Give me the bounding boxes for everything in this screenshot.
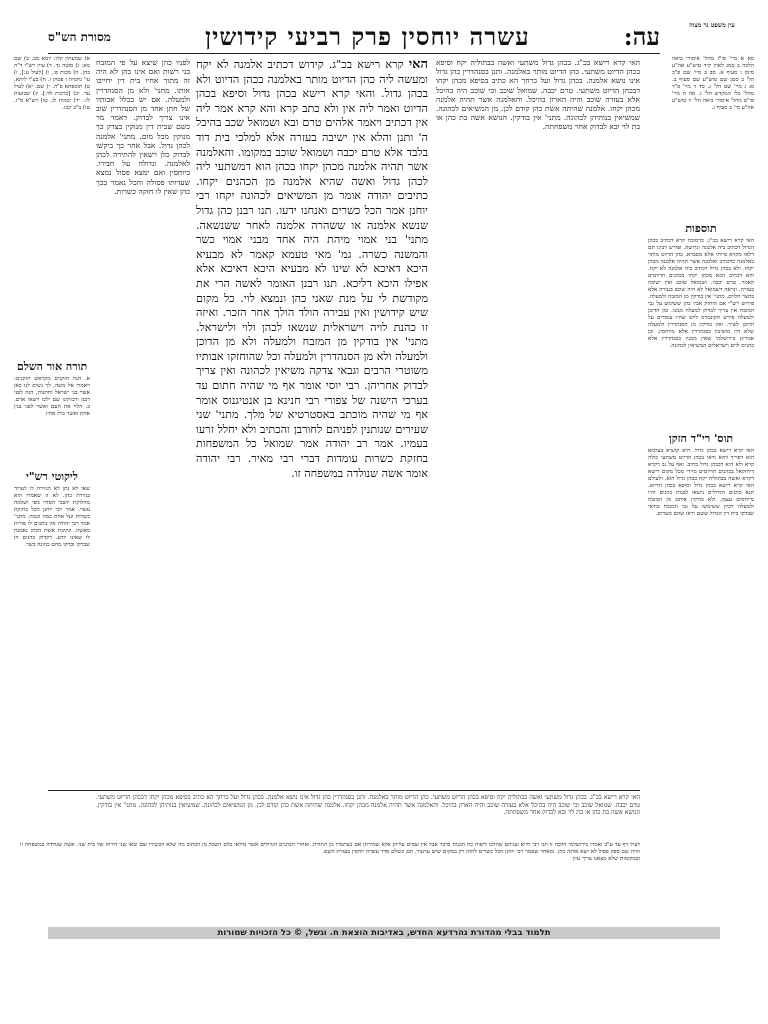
tosafos-rid-text: האי קרא רישא בכהן גדול. היא קושיא בעלמא הוא דפריך דהא ודאי בכהן הדיוט משתעי כולה קרא ולא היא דבכהן גדול כתיב. ואף על גב דקרא דיחזקאל בכהנים הדיוטים מיירי מכל מקום רישא דקרא ואשה בבתוליה יקח בכהן גדול הוא. ולעולם האי קרא רישא בכהן גדול וסיפא בכהן הדיוט. תנא כהנים הגדולים נישאו לבנות כהנים והיו מייחסים עצמן. ולא בודקין אותם מן המזבח ולמעלה דכיון ששימשו על גבי המזבח בודאי שבדקו בית דין הגדול ששם וראו שהם כשרים. <box>648 448 754 517</box>
folio-number: עה: <box>623 22 660 51</box>
torah-or-title: תורה אור השלם <box>16 360 88 373</box>
gemara-opening-word: האי <box>408 58 428 72</box>
bottom-rashi-text: האי קרא רישא בכ"ג. בכהן גדול משתעי ואשה בבתוליה יקח וסיפא בכהן הדיוט משתעי. כהן הדיוט מותר באלמנה. ותנן בסנהדרין כהן גדול אינו נושא אלמנה. בכהן גדול ועל כרחך הא כתיב בסיפא מכהן יקחו דבכהן הדיוט משתעי. טרם יכבה. שמואל שוכב וכי שוכב היה בהיכל אלא בעזרה שוכב והיה הארון בהיכל. והאלמנה אשר תהיה אלמנה מכהן יקחו. אלמנה שהיתה אשת כהן קודם לכן. מן המשיאים לכהונה. שמשיאין בנותיהן לכהונה. מתני' אין בודקין. הנושא אשה בת כהן או בת לוי ובא לבדוק אחר משפחתה. <box>96 794 640 817</box>
ein-mishpat-text: סא א מיי' פי"ז מהל' איסורי ביאה הלכה ב סמג לאוין קיד טוש"ע אה"ע סימן ו סעיף א. סב ב מיי' שם פ"כ הל' ב סמג שם טוש"ע שם סעיף ב. סג ג מיי' שם הל' ג. סד ד מיי' פ"ד מהל' כלי המקדש הל' ג. סה ה מיי' פי"ט מהל' איסורי ביאה הל' יז טוש"ע אה"ע סי' ב סעיף ג. <box>672 56 754 111</box>
ein-mishpat-label: עין משפט נר מצוה <box>689 22 735 29</box>
torah-or-column <box>14 376 90 456</box>
torah-or-title-wrap <box>14 360 90 374</box>
left-commentary-text: לפניו כהן שיצא על פי המזבח בני רשות ואם אינו כהן לא היה זה מתוך אחיו בית דין יחייבו אותו. מתני' ולא מן הסנהדרין ולמעלה. אם יש בכלל אבותיו של חתן אחד מן הסנהדרין שוב אינו צריך לבדוק. דאמר מר כשם שבית דין מנוקין בצדק כך מנוקין מכל מום. מתני' אלמנה לכהן גדול. אבל אחר כך ביקשו לבדוק כלן רשאין להתירה לכהן לאלמנה. וגדולה על חבירו. ביוחסין ואם ימצא פסול נמצא שעדותו פסולה והכל נאמר בכך כהן שאין לו חזקה כשרות. <box>96 58 190 196</box>
mesores-column <box>14 56 90 356</box>
bottom-notes-text: לעיל דף עד ע"ב ואמרו בירושלמי הלכה זו תני רבי חייא שניהם שהלכו ליפות כח הבנות בדבר אבל אין שמים עליהן אלא שמירתן אם נשתמרו מן התורה. ואחרי הכהנים הגדולים אשר מילאו כלם השכל מן הכתוב מה שלא הכשירו שם ובאו שני דורות של בית שני. אשה שנולדה במשפחה זו והיה שם ספק פסול לא ישא אותה כהן. ומאחר שאמר רבי יוחנן הכל כשרים לחתן רק במקום שיש ערעור. תם ונשלם סדר עשרה יוחסין בעזרת השם. <box>20 842 640 855</box>
likutei-rashi-title-wrap <box>14 470 90 484</box>
page-header <box>48 22 660 52</box>
bottom-rashi-band <box>96 794 640 838</box>
mesores-label: מסורת הש"ס <box>48 29 111 44</box>
likutei-rashi-title: ליקוטי רש"י <box>26 470 78 483</box>
tosafos-rid-column <box>648 448 754 918</box>
tosafos-column <box>648 238 754 428</box>
tosafos-text: האי קרא רישא בכ"ג. כדמוכח קרא דכתיב בכהן הגדול דכתיב ביה אלמנה וגרושה. ופירש רבינו תם דלאו מקרא מייתי אלא מסברא. כהן הדיוט מותר באלמנה כדכתיב ואלמנה אשר תהיה אלמנה מכהן יקחו. ולא בכהן גדול דכתיב ביה אלמנה לא יקח. והא דכתיב הכא מכהן יקחו בכהנים הדיוטים קאמר. טרם יכבה. ושמואל שוכב ואין ישיבה בעזרה. ונראה דשמואל לא היה שוכב בעזרה אלא בחצר הלוים. מתני' אין בודקין מן המזבח ולמעלה. פירוש רש"י אם הוחזק אביו כהן ששימש על גבי המזבח אין צריך לבדוק למעלה ממנו. ומן הדוכן ולמעלה פירש הקונטרס לוים שהיו עומדים על הדוכן לשיר. ואין בודקין מן הסנהדרין ולמעלה שלא היו מושיבין בסנהדרין אלא מיוחסין. וכן אמרינן בירושלמי שאין ממנין בסנהדרין אלא כהנים לוים וישראלים המשיאין לכהונה. <box>648 238 754 349</box>
ein-mishpat-column <box>672 56 754 216</box>
gemara-text: קרא רישא בכ"ג. קידוש דכתיב אלמנה לא יקח ומעשה ליה כהן הדיוט מותר באלמנה בכהן הדיוט ולא בכהן גדול. והאי קרא רישא בכהן גדול וסיפא בכהן הדיוט ואמר ליה אין ולא כתב קרא והא קרא אמר ליה אין דכתיב ויאמר אלהים טרם ובא ושמואל שכב בהיכל ה' ותנן והלא אין ישיבה בעזרה אלא למלכי בית דוד בלבד אלא טרם יכבה ושמואל שוכב במקומו. והאלמנה אשר תהיה אלמנה מכהן יקחו בכהן הוא דמשתעי ליה לכהן גדול ואשה שהיא אלמנה מן הכהנים יקחו. כתיבים יהודה אומר מן המשיאים לכהונה יקחו רבי יוחנן אמר הכל כשרים ואנחנו ידעו. תנו רבנן כהן גדול שנשא אלמנה או ששהרה אלמנה לאחר ששנשאה. מתני' בני אמוי מיהת היה אחד מבני אמוי כשר והמשנה כשרה. גמ' מאי טעמא קאמר לא מבעיא היכא דאיכא לא שינו לא מבעיא היכא דאיכא אלא אפילו היכא דליכא. תנו רבנן האומר לאשה הרי את מקודשת לי על מנת שאני כהן ונמצא לוי. כל מקום שיש קידושין ואין עבירה הולד הולך אחר הזכר. ואיזה זו כהנת לויה וישראלית שנשאו לכהן ולוי ולישראל. מתני' אין בודקין מן המזבח ולמעלה ולא מן הדוכן ולמעלה ולא מן הסנהדרין ולמעלה וכל שהוחזקו אבותיו משוטרי הרבים וגבאי צדקה משיאין לכהונה ואין צריך לבדוק אחריהן. רבי יוסי אומר אף מי שהיה חתום עד בערכי הישנה של צפורי רבי חנינא בן אנטיגנוס אומר אף מי שהיה מוכתב באסטרטיא של מלך. מתני' שני שעירים שנותנין לפניהם לחורבן והכתיב ולא יחלל זרעו בעמיו. אמר רב יהודה אמר שמואל כל המשפחות בחזקת כשרות עומדות דברי רבי מאיר. רבי יהודה אומר אשה שנולדה במשפחה זו. <box>196 58 428 480</box>
header-rule <box>48 53 660 54</box>
rashi-column <box>436 58 640 788</box>
torah-or-text: א. הנה הזקנים מקראש הזקנים: ויאמרו אל משה, לך נשים לנו כאן אשר בני ישראל וחתנות, הנה לפני רבנן ורבותינו שם ילכו וישאו אדם. ב. הלוי את העם ואשר לפני בנין אחת ואשר בית אחיו. <box>14 376 90 417</box>
likutei-rashi-column <box>14 486 90 786</box>
mesores-text: א) שמעתין קלו: יומא מב. ב) שם מא: ג) סוטה נד. ד) עיין רש"י ד"ה כהן. ה) מכות פ:, ו) [לעיל ע:], ז) עי' נחמיה ז פסוק ז. ח) בע"י ליתא. ט) תוספתא פ"ה. י) שם. יא) לעיל עד. יב) [ברכות לד:]. יג) שבועות לז:. יד) יבמות לג. טו) רש"א מ"ז. טז) ב"ב קכז. <box>14 56 90 111</box>
bottom-notes-credit: ובמקומות שלא מצאנו צריך עיון <box>572 856 640 862</box>
tosafos-title-wrap <box>648 222 754 236</box>
bottom-notes <box>20 842 640 918</box>
rashi-text: האי קרא רישא בכ"ג. בכהן גדול משתעי ואשה בבתוליה יקח וסיפא בכהן הדיוט משתעי. כהן הדיוט מותר באלמנה. ותנן בסנהדרין כהן גדול אינו נושא אלמנה. בכהן גדול ועל כרחך הא כתיב בסיפא מכהן יקחו דבכהן הדיוט משתעי. טרם יכבה. שמואל שוכב וכי שוכב היה בהיכל אלא בעזרה שוכב והיה הארון בהיכל. והאלמנה אשר תהיה אלמנה מכהן יקחו. אלמנה שהיתה אשת כהן קודם לכן. מן המשיאים לכהונה. שמשיאין בנותיהן לכהונה. מתני' אין בודקין. הנושא אשה בת כהן או בת לוי ובא לבדוק אחר משפחתה. <box>436 58 640 132</box>
tosafos-rid-title: תוס' רי"ד הזקן <box>668 432 734 445</box>
tosafos-title: תוספות <box>685 222 717 235</box>
tosafos-rid-title-wrap <box>648 432 754 446</box>
publisher-footer: תלמוד בבלי מהדורת נהרדעא החדש, באדיבות הוצאת ח. וגשל, © כל הזכויות שמורות <box>48 927 720 939</box>
likutei-rashi-text: שאו לא נתן לא הגזירה לו לערוך בגזירת כהן. לא זו שאמרו הוא מחלוקת יושבי הסדר מפי ושלמה עשוי. אמר רבי יוחנן הכל בחזקת כשרות ועל אחת כמה וכמה. מתני' אמר רבי יהודה אין נותנים לו פורות מאשה. ונקיבת אשת הכהן נאמנת לו שאינו יודע. דקדוק כהנים הן שבדקו ובדקו מהם כהונה כשר. <box>14 486 90 548</box>
left-commentary-column <box>96 58 190 788</box>
bottom-band-rule <box>48 790 640 791</box>
gemara-main-column <box>196 58 428 788</box>
chapter-title: עשרה יוחסין פרק רביעי קידושין <box>204 22 530 51</box>
